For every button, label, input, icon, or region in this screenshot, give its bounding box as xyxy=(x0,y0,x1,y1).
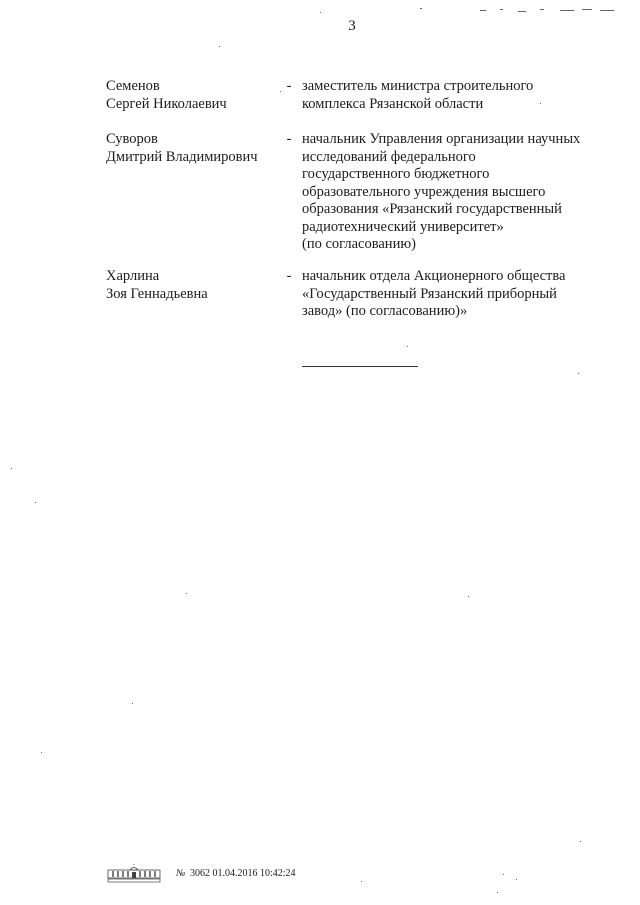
dash-separator: - xyxy=(286,78,292,94)
given-names: Зоя Геннадьевна xyxy=(106,285,208,302)
dash-separator: - xyxy=(286,268,292,284)
surname: Суворов xyxy=(106,131,158,147)
page-number: 3 xyxy=(348,18,356,34)
position-description: начальник отдела Акционерного общества «Государственный Рязанский приборный завод» (по согласованию)» xyxy=(302,268,566,319)
given-names: Дмитрий Владимирович xyxy=(106,148,258,165)
dash-separator: - xyxy=(286,131,292,147)
position-description: начальник Управления организации научных исследований федерального государственного бюджетного образовательного учреждения высшего образования «Рязанский государственный радиотехнический университет» (по согласованию) xyxy=(302,131,581,252)
surname: Харлина xyxy=(106,268,160,284)
number-sign: № xyxy=(176,868,186,879)
position-description: заместитель министра строительного комплекса Рязанской области xyxy=(302,78,534,112)
given-names: Сергей Николаевич xyxy=(106,95,227,112)
surname: Семенов xyxy=(106,78,160,94)
registration-number-datetime: 3062 01.04.2016 10:42:24 xyxy=(190,868,296,879)
